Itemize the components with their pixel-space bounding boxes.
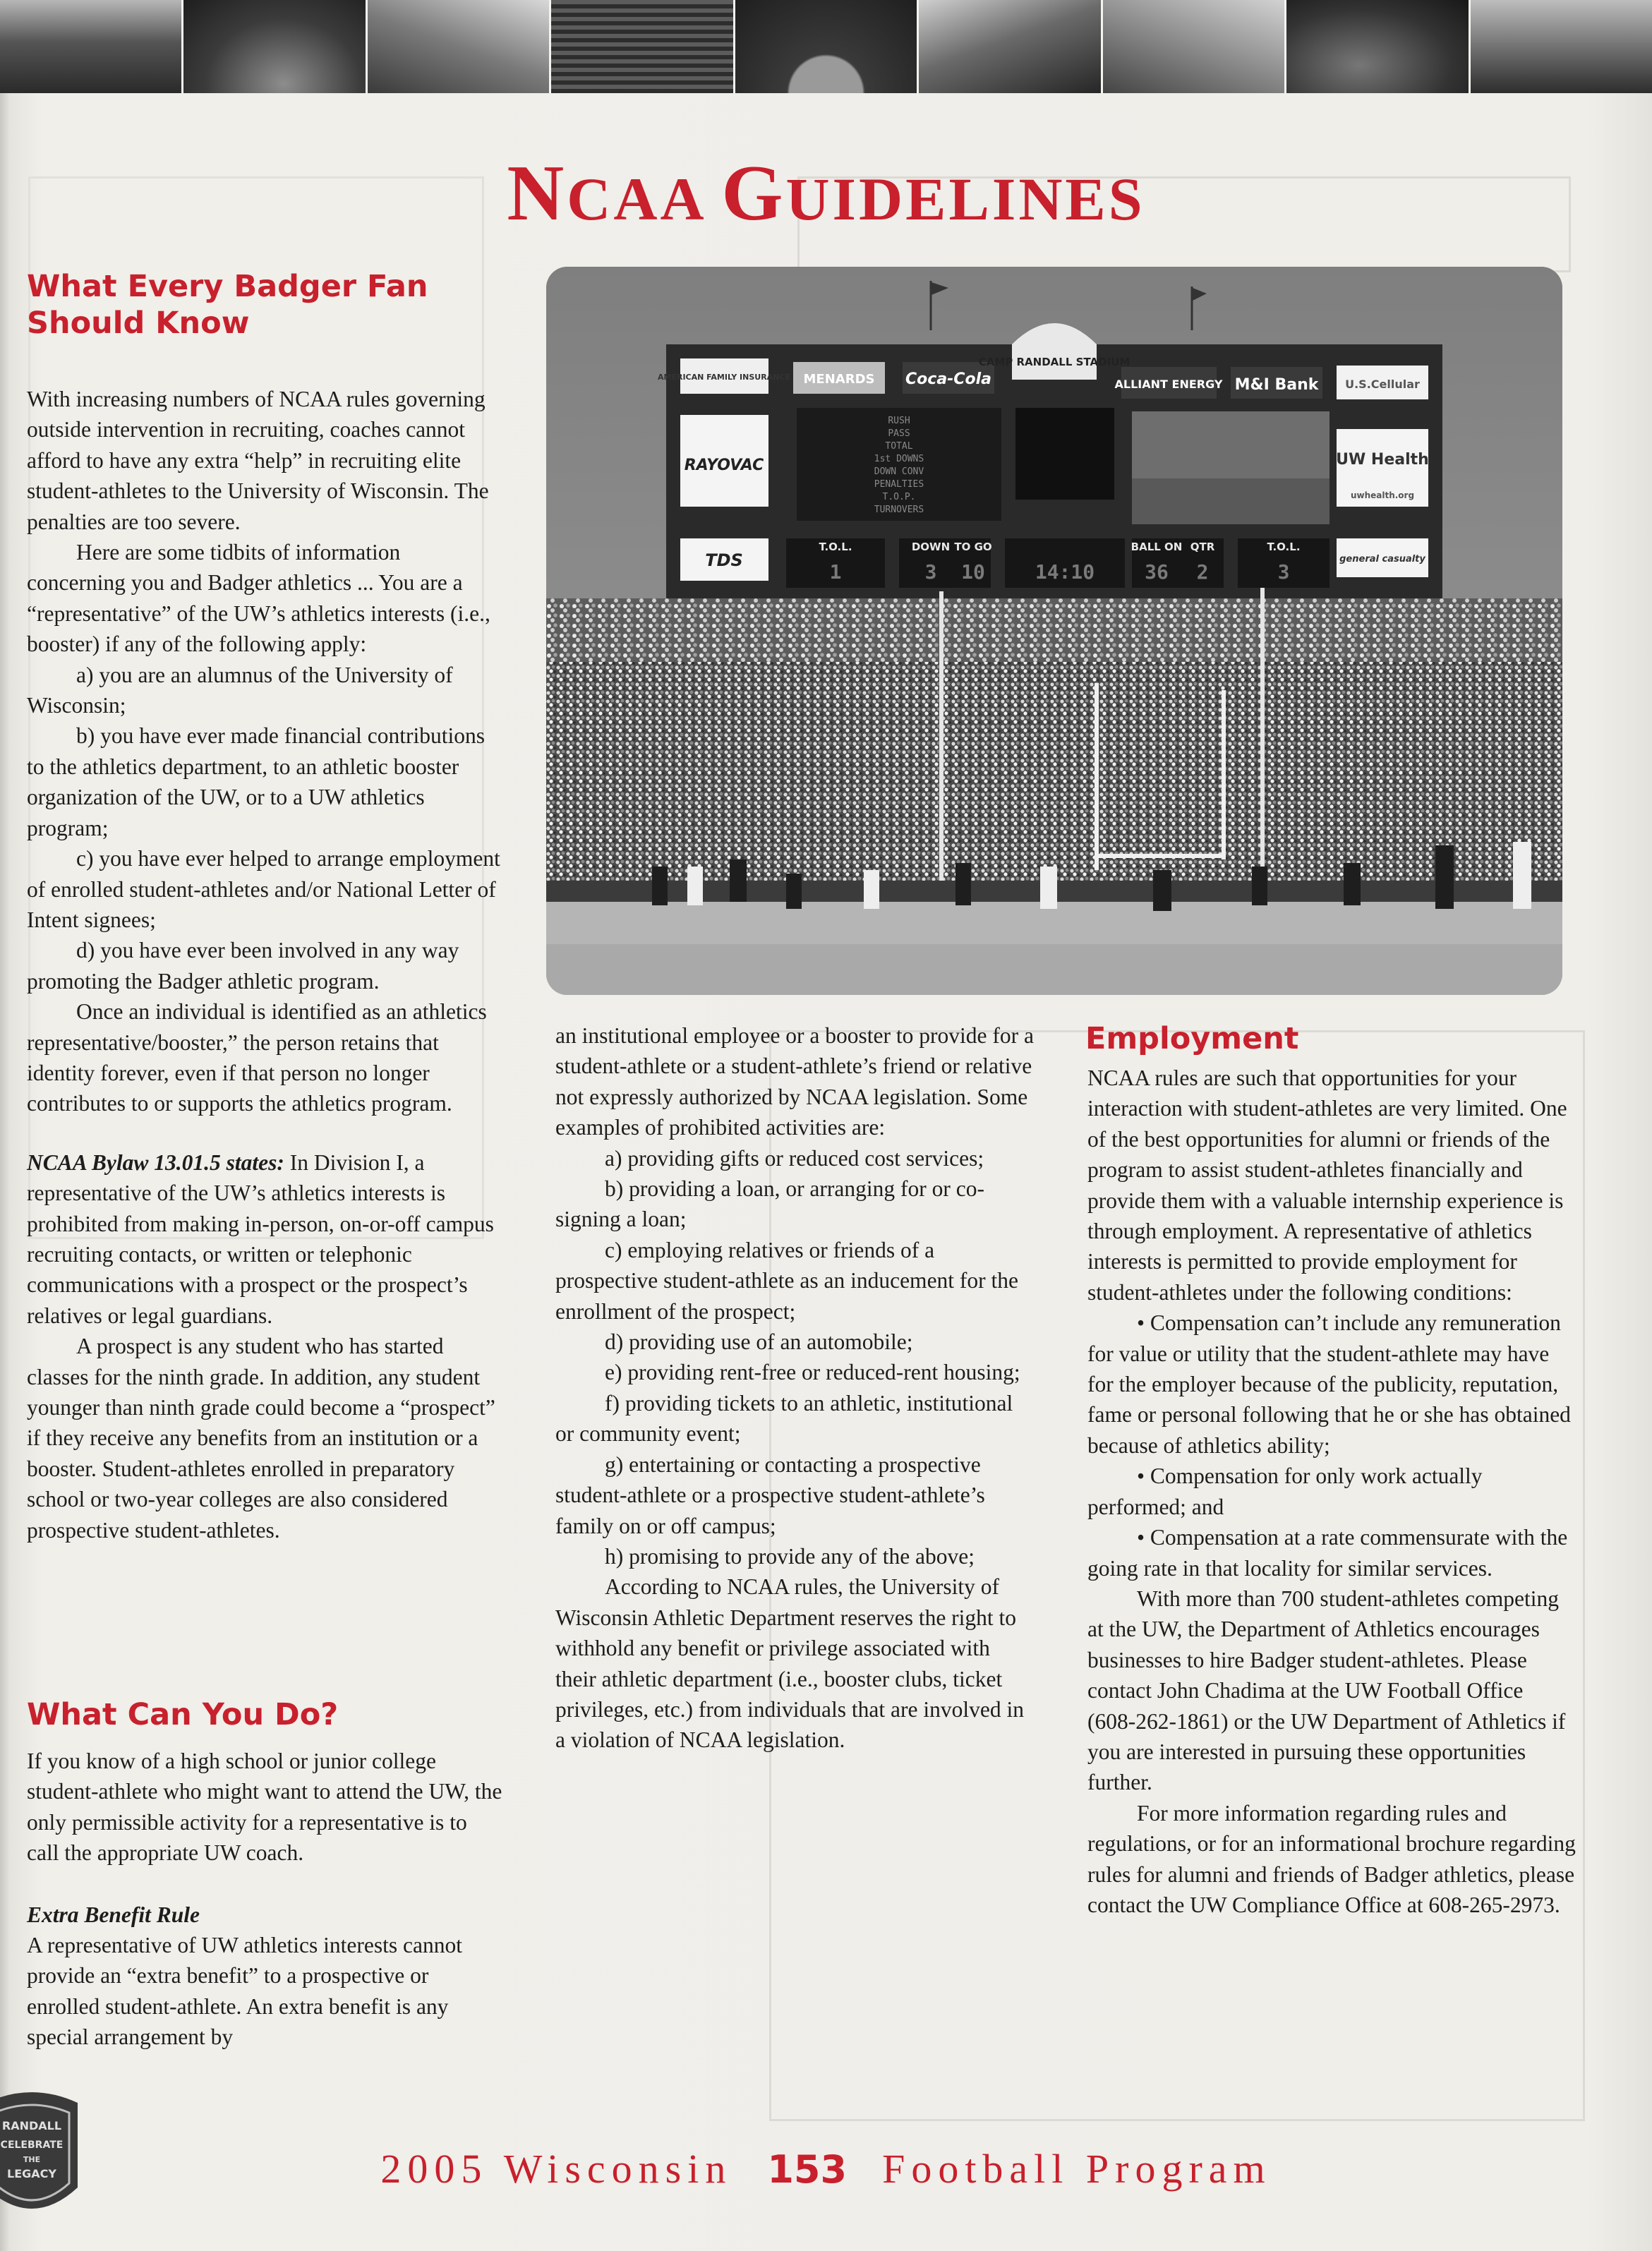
scoreboard-label: T.O.L. bbox=[1267, 541, 1301, 553]
scoreboard-value: 10 bbox=[961, 560, 985, 584]
sponsor-uwhealth-org: uwhealth.org bbox=[1350, 490, 1415, 500]
bylaw-text: In Division I, a representative of the UW’s athletics interests is prohibited from making in-person, on-or-off campus recruiting contacts, or written or telephonic communications with a prospect or the prospect’s relatives or legal guardians. bbox=[27, 1149, 494, 1328]
scoreboard-value: 3 bbox=[1277, 560, 1290, 584]
section-heading-employment: Employment bbox=[1085, 1021, 1299, 1056]
sponsor-coca-cola: Coca-Cola bbox=[905, 370, 991, 388]
scoreboard-value: 2 bbox=[1196, 560, 1209, 584]
stats-row-label: RUSH bbox=[888, 416, 910, 426]
strip-photo bbox=[735, 0, 919, 93]
stats-row-label: 1st DOWNS bbox=[874, 454, 924, 464]
bullet-item: • Compensation at a rate commensurate with the going rate in that locality for similar services. bbox=[1087, 1525, 1568, 1581]
list-item: g) entertaining or contacting a prospective student-athlete or a prospective student-athlete’s family on or off campus; bbox=[555, 1452, 985, 1538]
body-paragraph: NCAA rules are such that opportunities for your interaction with student-athletes are very limited. One of the best opportunities for alumni or friends of the program to assist student-athletes financially and provide them with a valuable internship experience is through employment. A representative of athletics interests is permitted to provide employment for student-athletes under the following conditions: bbox=[1087, 1066, 1567, 1305]
bullet-item: • Compensation can’t include any remuneration for value or utility that the student-athlete may have for the employer because of the publicity, reputation, fame or personal following that he or she has obtained because of athletics ability; bbox=[1087, 1310, 1571, 1458]
seal-text: CELEBRATE bbox=[0, 2140, 64, 2151]
list-item: b) providing a loan, or arranging for or co-signing a loan; bbox=[555, 1176, 984, 1232]
seal-text: RANDALL bbox=[1, 2119, 62, 2132]
stadium-photo-illustration bbox=[546, 267, 1562, 995]
body-paragraph: Here are some tidbits of information concerning you and Badger athletics ... You are a “representative” of the UW’s athletics interests (i.e., booster) if any of the following apply: bbox=[27, 540, 490, 657]
body-paragraph: If you know of a high school or junior college student-athlete who might want to attend the UW, the only permissible activity for a representative is to call the appropriate UW coach. bbox=[27, 1749, 502, 1866]
body-paragraph: Once an individual is identified as an athletics representative/booster,” the person retains that identity forever, even if that person no longer contributes to or supports the athletics program. bbox=[27, 999, 487, 1116]
list-item: e) providing rent-free or reduced-rent housing; bbox=[605, 1360, 1020, 1385]
scoreboard-clock: 14:10 bbox=[1035, 560, 1095, 584]
list-item: d) you have ever been involved in any way promoting the Badger athletic program. bbox=[27, 938, 459, 994]
column-left-lower bbox=[27, 1746, 504, 2053]
sponsor-menards: MENARDS bbox=[803, 372, 875, 387]
sponsor-american-family: AMERICAN FAMILY INSURANCE bbox=[658, 373, 790, 382]
section-heading-what-can-you-do: What Can You Do? bbox=[27, 1697, 339, 1732]
stats-row-label: DOWN CONV bbox=[874, 466, 924, 477]
subheading-extra-benefit: Extra Benefit Rule bbox=[27, 1902, 200, 1927]
body-paragraph: With more than 700 student-athletes competing at the UW, the Department of Athletics encourages businesses to hire Badger student-athletes. Please contact John Chadima at the UW Football Office (608-262-1861) or the UW Department of Athletics if you are interested in pursuing these opportunities further. bbox=[1087, 1586, 1566, 1795]
list-item: d) providing use of an automobile; bbox=[605, 1329, 913, 1355]
page-footer bbox=[0, 2145, 1652, 2192]
bullet-item: • Compensation for only work actually performed; and bbox=[1087, 1464, 1483, 1519]
strip-photo bbox=[1471, 0, 1652, 93]
scoreboard-label: BALL ON bbox=[1131, 541, 1183, 553]
stats-row-label: PENALTIES bbox=[874, 479, 924, 490]
bylaw-label: NCAA Bylaw 13.01.5 states: bbox=[27, 1149, 284, 1175]
scoreboard-label: DOWN bbox=[911, 541, 951, 553]
camp-randall-logo: CAMP RANDALL STADIUM bbox=[978, 356, 1131, 368]
strip-photo bbox=[368, 0, 551, 93]
footer-left: 2005 Wisconsin bbox=[380, 2146, 732, 2192]
strip-photo bbox=[919, 0, 1102, 93]
sponsor-tds: TDS bbox=[705, 550, 743, 570]
sponsor-rayovac: RAYOVAC bbox=[684, 457, 764, 474]
strip-photo bbox=[551, 0, 735, 93]
seal-text: LEGACY bbox=[7, 2167, 56, 2180]
section-heading-what-every-fan: What Every Badger Fan Should Know bbox=[27, 269, 428, 341]
sponsor-us-cellular: U.S.Cellular bbox=[1345, 378, 1420, 391]
stats-row-label: T.O.P. bbox=[882, 492, 916, 502]
list-item: a) providing gifts or reduced cost services; bbox=[605, 1145, 984, 1171]
sponsor-uw-health: UW Health bbox=[1336, 451, 1429, 469]
scoreboard-value: 36 bbox=[1145, 560, 1169, 584]
list-item: c) employing relatives or friends of a prospective student-athlete as an inducement for the enrollment of the prospect; bbox=[555, 1237, 1019, 1324]
column-left bbox=[27, 384, 504, 1545]
strip-photo bbox=[1103, 0, 1286, 93]
scoreboard-value: 1 bbox=[829, 560, 842, 584]
strip-photo bbox=[0, 0, 183, 93]
page-number: 153 bbox=[767, 2147, 848, 2192]
body-paragraph: With increasing numbers of NCAA rules governing outside intervention in recruiting, coaches cannot afford to have any extra “help” in recruiting elite student-athletes to the University of Wisconsin. The penalties are too severe. bbox=[27, 387, 489, 534]
scoreboard-label: TO GO bbox=[954, 541, 992, 553]
sponsor-alliant-energy: ALLIANT ENERGY bbox=[1114, 378, 1223, 391]
strip-photo bbox=[183, 0, 367, 93]
body-paragraph: A representative of UW athletics interests cannot provide an “extra benefit” to a prospective or enrolled student-athlete. An extra benefit is any special arrangement by bbox=[27, 1933, 462, 2050]
sponsor-mi-bank: M&I Bank bbox=[1234, 376, 1319, 394]
stadium-scoreboard-photo bbox=[546, 267, 1562, 995]
column-middle bbox=[555, 1020, 1035, 1756]
stats-row-label: TURNOVERS bbox=[874, 505, 924, 515]
list-item: c) you have ever helped to arrange employment of enrolled student-athletes and/or National Letter of Intent signees; bbox=[27, 846, 500, 932]
list-item: b) you have ever made financial contributions to the athletics department, to an athletic booster organization of the UW, or to a UW athletics program; bbox=[27, 723, 486, 840]
list-item: a) you are an alumnus of the University of Wisconsin; bbox=[27, 662, 453, 718]
scoreboard-label: T.O.L. bbox=[819, 541, 852, 553]
seal-text: THE bbox=[23, 2155, 41, 2164]
bylaw-paragraph bbox=[27, 1147, 504, 1331]
body-paragraph: A prospect is any student who has started classes for the ninth grade. In addition, any student younger than ninth grade could become a “prospect” if they receive any benefits from an institution or a booster. Student-athletes enrolled in preparatory school or two-year colleges are also considered prospective student-athletes. bbox=[27, 1334, 495, 1543]
column-right bbox=[1087, 1063, 1576, 1920]
sponsor-general-casualty: general casualty bbox=[1339, 554, 1425, 565]
list-item: h) promising to provide any of the above; bbox=[605, 1543, 975, 1569]
footer-right: Football Program bbox=[882, 2146, 1272, 2192]
body-paragraph: For more information regarding rules and regulations, or for an informational brochure regarding rules for alumni and friends of Badger athletics, please contact the UW Compliance Office at 608-265-2973. bbox=[1087, 1800, 1576, 1917]
strip-photo bbox=[1286, 0, 1470, 93]
body-paragraph: an institutional employee or a booster to provide for a student-athlete or a student-athlete’s friend or relative not expressly authorized by NCAA legislation. Some examples of prohibited activities are: bbox=[555, 1023, 1034, 1140]
scoreboard-value: 3 bbox=[924, 560, 937, 584]
body-paragraph: According to NCAA rules, the University of Wisconsin Athletic Department reserves the right to withhold any benefit or privilege associated with their athletic department (i.e., booster clubs, ticket privileges, etc.) from individuals that are involved in a violation of NCAA legislation. bbox=[555, 1574, 1024, 1753]
list-item: f) providing tickets to an athletic, institutional or community event; bbox=[555, 1390, 1013, 1447]
stadium-photo-strip bbox=[0, 0, 1652, 93]
scoreboard-label: QTR bbox=[1190, 541, 1215, 553]
stats-row-label: PASS bbox=[888, 428, 910, 439]
stats-row-label: TOTAL bbox=[885, 441, 913, 452]
page-title: NCAA GUIDELINES bbox=[507, 150, 1145, 237]
